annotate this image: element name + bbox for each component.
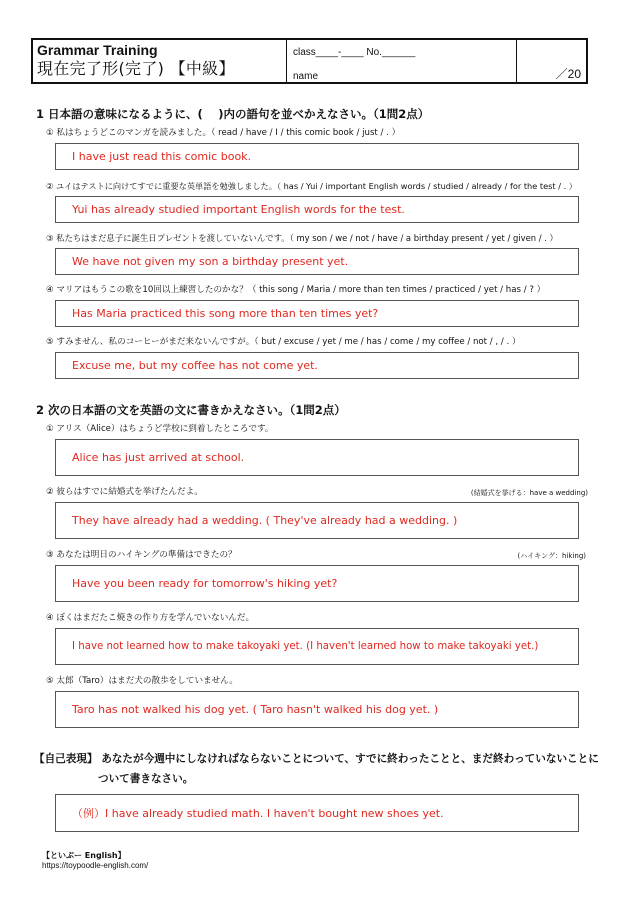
s2-answer-box-3[interactable] xyxy=(55,565,579,602)
score-cell xyxy=(517,40,586,82)
self-expression-answer: （例）I have already studied math. I haven't bought new shoes yet. xyxy=(72,807,444,820)
s1-answer-box-4[interactable] xyxy=(55,300,579,327)
s2-question-2: ② 彼らはすでに結婚式を挙げたんだよ。 xyxy=(46,487,203,497)
s2-question-5: ⑤ 太郎（Taro）はまだ犬の散歩をしていません。 xyxy=(46,676,238,686)
section2-heading: 2 次の日本語の文を英語の文に書きかえなさい。（1問2点） xyxy=(36,403,346,417)
s1-answer-5: Excuse me, but my coffee has not come yet. xyxy=(72,359,318,372)
title-japanese: 現在完了形(完了) 【中級】 xyxy=(37,59,235,78)
s2-question-3: ③ あなたは明日のハイキングの準備はできたの？ xyxy=(46,550,237,560)
s1-answer-1: I have just read this comic book. xyxy=(72,150,252,163)
s1-answer-box-2[interactable] xyxy=(55,196,579,223)
s2-hint-3: (ハイキング：hiking) xyxy=(517,552,586,560)
self-expression-answer-box[interactable] xyxy=(55,794,579,832)
s1-answer-4: Has Maria practiced this song more than ten times yet? xyxy=(72,307,379,320)
s1-question-5: ⑤ すみません、私のコーヒーがまだ来ないんですが。（ but / excuse / yet / me / has / come / my coffee / not / , / . ） xyxy=(46,337,521,347)
class-cell xyxy=(287,40,517,82)
s2-answer-3: Have you been ready for tomorrow's hiking yet? xyxy=(72,577,338,590)
s2-answer-box-4[interactable] xyxy=(55,628,579,665)
self-expression-prompt-line1: 【自己表現】 あなたが今週中にしなければならないことについて、すでに終わったことと、まだ終わっていないことに xyxy=(34,753,599,765)
title-english: Grammar Training xyxy=(37,42,158,58)
class-number-label: class____-____ No.______ xyxy=(293,47,416,58)
s2-question-4: ④ ぼくはまだたこ焼きの作り方を学んでいないんだ。 xyxy=(46,613,255,623)
s1-answer-box-5[interactable] xyxy=(55,352,579,379)
self-expression-prompt-line2: ついて書きなさい。 xyxy=(98,773,194,785)
s2-hint-2: (結婚式を挙げる：have a wedding) xyxy=(470,489,588,497)
s2-answer-2: They have already had a wedding. ( They've already had a wedding. ) xyxy=(72,514,458,527)
title-cell xyxy=(33,40,287,82)
section1-heading: 1 日本語の意味になるように、( )内の語句を並べかえなさい。（1問2点） xyxy=(36,107,430,121)
s2-answer-box-2[interactable] xyxy=(55,502,579,539)
footer-url-link[interactable]: https://toypoodle-english.com/ xyxy=(42,861,149,870)
name-label: name xyxy=(293,71,319,82)
worksheet-header xyxy=(31,38,588,84)
s1-question-3: ③ 私たちはまだ息子に誕生日プレゼントを渡していないんです。（ my son / we / not / have / a birthday present / yet / given / . ） xyxy=(46,233,558,243)
s2-question-1: ① アリス（Alice）はちょうど学校に到着したところです。 xyxy=(46,424,274,434)
s1-question-1: ① 私はちょうどこのマンガを読みました。（ read / have / I / this comic book / just / . ） xyxy=(46,128,401,138)
s2-answer-1: Alice has just arrived at school. xyxy=(72,451,245,464)
s1-answer-box-3[interactable] xyxy=(55,248,579,275)
s2-answer-4: I have not learned how to make takoyaki yet. (I haven't learned how to make takoyaki yet.) xyxy=(72,641,539,652)
s1-question-4: ④ マリアはもうこの歌を10回以上練習したのかな？（ this song / Maria / more than ten times / practiced / yet / has / ? ） xyxy=(46,285,546,295)
s2-answer-5: Taro has not walked his dog yet. ( Taro hasn't walked his dog yet. ) xyxy=(72,703,439,716)
s2-answer-box-5[interactable] xyxy=(55,691,579,728)
score-total: ／20 xyxy=(555,67,581,81)
footer-brand: 【といぷー English】 xyxy=(42,851,126,860)
s1-answer-box-1[interactable] xyxy=(55,143,579,170)
s1-question-2: ② ユイはテストに向けてすでに重要な英単語を勉強しました。（ has / Yui / important English words / studied / already / for the test / . ） xyxy=(46,181,577,191)
s1-answer-3: We have not given my son a birthday present yet. xyxy=(72,255,349,268)
s1-answer-2: Yui has already studied important English words for the test. xyxy=(72,203,405,216)
s2-answer-box-1[interactable] xyxy=(55,439,579,476)
